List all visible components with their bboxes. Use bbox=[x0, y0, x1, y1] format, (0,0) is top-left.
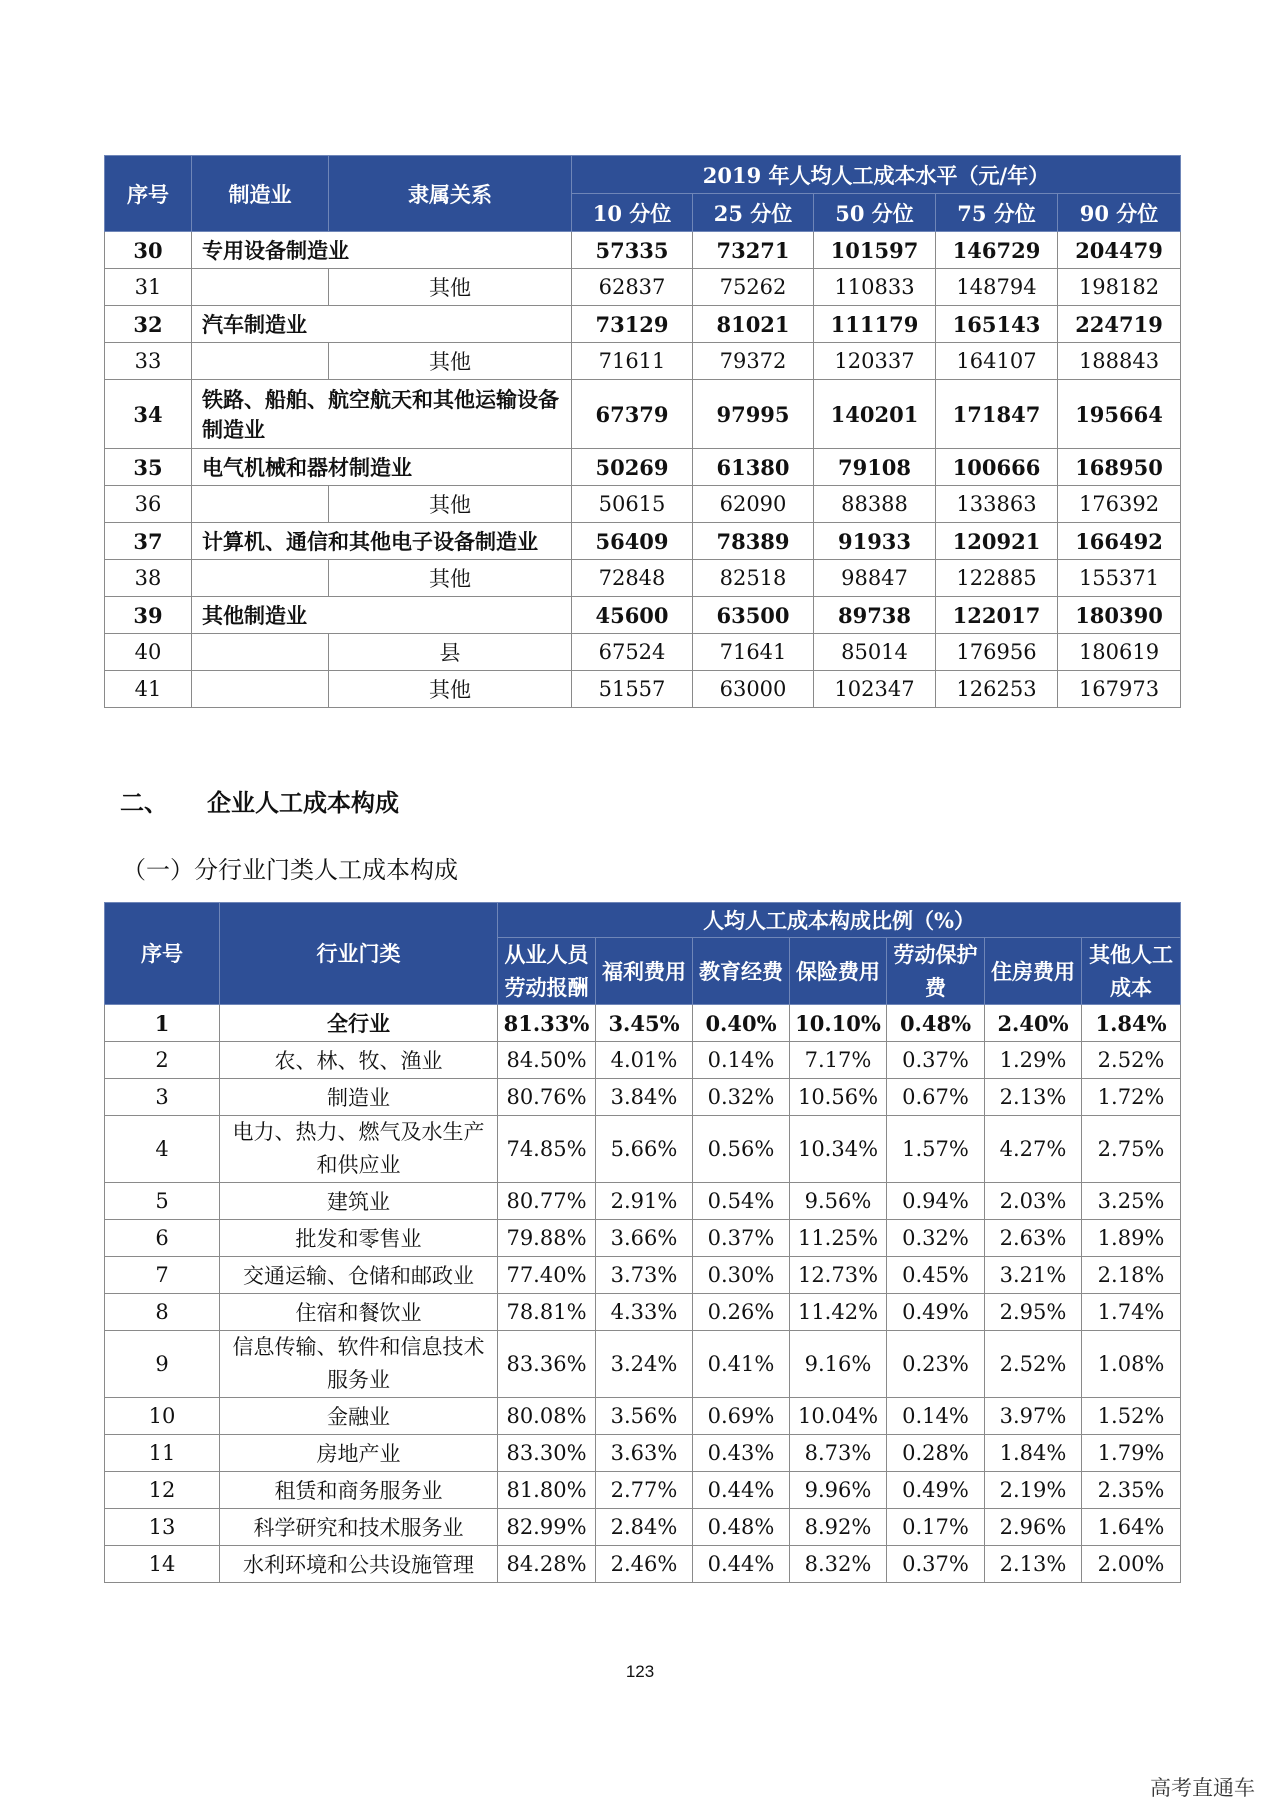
table-row bbox=[105, 1294, 1181, 1331]
row-value: 89738 bbox=[814, 597, 936, 634]
row-percentage: 2.96% bbox=[985, 1509, 1082, 1546]
header-education: 教育经费 bbox=[693, 938, 790, 1005]
row-value: 155371 bbox=[1058, 560, 1181, 597]
row-percentage: 3.84% bbox=[596, 1079, 693, 1116]
header-seq: 序号 bbox=[105, 156, 192, 232]
header-welfare: 福利费用 bbox=[596, 938, 693, 1005]
row-seq: 38 bbox=[105, 560, 192, 597]
row-value: 50269 bbox=[572, 449, 693, 486]
row-percentage: 0.37% bbox=[887, 1546, 985, 1583]
row-industry-empty bbox=[192, 671, 329, 708]
row-category-name: 科学研究和技术服务业 bbox=[220, 1509, 498, 1546]
row-percentage: 3.25% bbox=[1082, 1183, 1181, 1220]
header-p50: 50 分位 bbox=[814, 194, 936, 232]
row-value: 100666 bbox=[936, 449, 1058, 486]
row-seq: 34 bbox=[105, 380, 192, 449]
table-row bbox=[105, 1079, 1181, 1116]
row-category-name: 电力、热力、燃气及水生产和供应业 bbox=[220, 1116, 498, 1183]
row-value: 140201 bbox=[814, 380, 936, 449]
row-value: 122017 bbox=[936, 597, 1058, 634]
header-p10: 10 分位 bbox=[572, 194, 693, 232]
row-percentage: 80.77% bbox=[498, 1183, 596, 1220]
row-percentage: 3.56% bbox=[596, 1398, 693, 1435]
row-percentage: 0.48% bbox=[693, 1509, 790, 1546]
row-percentage: 11.42% bbox=[790, 1294, 887, 1331]
row-seq: 2 bbox=[105, 1042, 220, 1079]
row-percentage: 0.14% bbox=[887, 1398, 985, 1435]
row-percentage: 2.46% bbox=[596, 1546, 693, 1583]
row-value: 168950 bbox=[1058, 449, 1181, 486]
row-seq: 14 bbox=[105, 1546, 220, 1583]
row-percentage: 0.49% bbox=[887, 1294, 985, 1331]
row-percentage: 0.67% bbox=[887, 1079, 985, 1116]
row-category-name: 租赁和商务服务业 bbox=[220, 1472, 498, 1509]
row-percentage: 0.37% bbox=[693, 1220, 790, 1257]
row-percentage: 2.63% bbox=[985, 1220, 1082, 1257]
row-percentage: 3.21% bbox=[985, 1257, 1082, 1294]
row-percentage: 1.79% bbox=[1082, 1435, 1181, 1472]
row-percentage: 1.72% bbox=[1082, 1079, 1181, 1116]
row-percentage: 3.66% bbox=[596, 1220, 693, 1257]
row-percentage: 78.81% bbox=[498, 1294, 596, 1331]
row-percentage: 11.25% bbox=[790, 1220, 887, 1257]
row-seq: 11 bbox=[105, 1435, 220, 1472]
table-row bbox=[105, 486, 1181, 523]
row-value: 224719 bbox=[1058, 306, 1181, 343]
row-industry-empty bbox=[192, 269, 329, 306]
row-category-name: 房地产业 bbox=[220, 1435, 498, 1472]
row-value: 148794 bbox=[936, 269, 1058, 306]
row-percentage: 0.17% bbox=[887, 1509, 985, 1546]
header-seq: 序号 bbox=[105, 903, 220, 1005]
row-value: 171847 bbox=[936, 380, 1058, 449]
row-percentage: 2.52% bbox=[1082, 1042, 1181, 1079]
row-industry-empty bbox=[192, 560, 329, 597]
row-percentage: 0.48% bbox=[887, 1005, 985, 1042]
row-percentage: 0.54% bbox=[693, 1183, 790, 1220]
row-percentage: 80.76% bbox=[498, 1079, 596, 1116]
row-percentage: 2.13% bbox=[985, 1079, 1082, 1116]
row-percentage: 7.17% bbox=[790, 1042, 887, 1079]
table-row bbox=[105, 1183, 1181, 1220]
row-value: 79372 bbox=[693, 343, 814, 380]
row-percentage: 83.30% bbox=[498, 1435, 596, 1472]
row-percentage: 2.84% bbox=[596, 1509, 693, 1546]
row-percentage: 0.14% bbox=[693, 1042, 790, 1079]
row-percentage: 1.57% bbox=[887, 1116, 985, 1183]
row-value: 82518 bbox=[693, 560, 814, 597]
header-p90: 90 分位 bbox=[1058, 194, 1181, 232]
table-row bbox=[105, 597, 1181, 634]
row-seq: 10 bbox=[105, 1398, 220, 1435]
row-seq: 36 bbox=[105, 486, 192, 523]
table-row bbox=[105, 343, 1181, 380]
row-value: 180390 bbox=[1058, 597, 1181, 634]
row-percentage: 0.40% bbox=[693, 1005, 790, 1042]
header-industry: 制造业 bbox=[192, 156, 329, 232]
table-row bbox=[105, 560, 1181, 597]
row-value: 204479 bbox=[1058, 232, 1181, 269]
row-affiliation: 其他 bbox=[329, 560, 572, 597]
table-row bbox=[105, 1005, 1181, 1042]
row-value: 101597 bbox=[814, 232, 936, 269]
row-percentage: 1.08% bbox=[1082, 1331, 1181, 1398]
row-value: 51557 bbox=[572, 671, 693, 708]
row-percentage: 12.73% bbox=[790, 1257, 887, 1294]
row-category-name: 金融业 bbox=[220, 1398, 498, 1435]
row-percentage: 4.33% bbox=[596, 1294, 693, 1331]
row-value: 81021 bbox=[693, 306, 814, 343]
row-value: 56409 bbox=[572, 523, 693, 560]
row-value: 195664 bbox=[1058, 380, 1181, 449]
percentile-cost-table bbox=[104, 155, 1181, 708]
row-seq: 40 bbox=[105, 634, 192, 671]
row-value: 91933 bbox=[814, 523, 936, 560]
row-percentage: 10.56% bbox=[790, 1079, 887, 1116]
table-row bbox=[105, 1116, 1181, 1183]
watermark: 高考直通车 bbox=[1150, 1776, 1255, 1800]
table-row bbox=[105, 269, 1181, 306]
row-value: 122885 bbox=[936, 560, 1058, 597]
table-row bbox=[105, 1509, 1181, 1546]
row-percentage: 3.24% bbox=[596, 1331, 693, 1398]
row-seq: 41 bbox=[105, 671, 192, 708]
row-percentage: 1.84% bbox=[985, 1435, 1082, 1472]
row-percentage: 9.96% bbox=[790, 1472, 887, 1509]
row-seq: 33 bbox=[105, 343, 192, 380]
row-value: 57335 bbox=[572, 232, 693, 269]
table-row bbox=[105, 380, 1181, 449]
row-industry-name: 专用设备制造业 bbox=[192, 232, 572, 269]
row-percentage: 1.89% bbox=[1082, 1220, 1181, 1257]
row-value: 120337 bbox=[814, 343, 936, 380]
row-value: 164107 bbox=[936, 343, 1058, 380]
row-value: 78389 bbox=[693, 523, 814, 560]
row-value: 50615 bbox=[572, 486, 693, 523]
row-category-name: 住宿和餐饮业 bbox=[220, 1294, 498, 1331]
row-affiliation: 其他 bbox=[329, 486, 572, 523]
row-value: 62837 bbox=[572, 269, 693, 306]
row-value: 146729 bbox=[936, 232, 1058, 269]
row-industry-name: 汽车制造业 bbox=[192, 306, 572, 343]
row-percentage: 10.04% bbox=[790, 1398, 887, 1435]
row-industry-name: 计算机、通信和其他电子设备制造业 bbox=[192, 523, 572, 560]
row-percentage: 84.50% bbox=[498, 1042, 596, 1079]
row-percentage: 8.73% bbox=[790, 1435, 887, 1472]
row-seq: 3 bbox=[105, 1079, 220, 1116]
row-percentage: 8.32% bbox=[790, 1546, 887, 1583]
row-percentage: 0.28% bbox=[887, 1435, 985, 1472]
row-value: 73271 bbox=[693, 232, 814, 269]
row-value: 110833 bbox=[814, 269, 936, 306]
header-labor-pay: 从业人员劳动报酬 bbox=[498, 938, 596, 1005]
row-affiliation: 县 bbox=[329, 634, 572, 671]
subsection-title: （一）分行业门类人工成本构成 bbox=[122, 856, 458, 884]
header-p75: 75 分位 bbox=[936, 194, 1058, 232]
row-industry-empty bbox=[192, 343, 329, 380]
row-industry-empty bbox=[192, 486, 329, 523]
row-percentage: 0.30% bbox=[693, 1257, 790, 1294]
row-category-name: 建筑业 bbox=[220, 1183, 498, 1220]
row-seq: 32 bbox=[105, 306, 192, 343]
row-percentage: 10.34% bbox=[790, 1116, 887, 1183]
row-value: 167973 bbox=[1058, 671, 1181, 708]
row-percentage: 2.91% bbox=[596, 1183, 693, 1220]
row-value: 111179 bbox=[814, 306, 936, 343]
row-percentage: 0.45% bbox=[887, 1257, 985, 1294]
row-percentage: 84.28% bbox=[498, 1546, 596, 1583]
page-number: 123 bbox=[625, 1662, 655, 1681]
row-value: 71641 bbox=[693, 634, 814, 671]
section-title: 企业人工成本构成 bbox=[207, 789, 399, 817]
row-percentage: 79.88% bbox=[498, 1220, 596, 1257]
row-seq: 4 bbox=[105, 1116, 220, 1183]
header-insurance: 保险费用 bbox=[790, 938, 887, 1005]
row-value: 98847 bbox=[814, 560, 936, 597]
header-composition-group: 人均人工成本构成比例（%） bbox=[498, 903, 1181, 938]
header-cost-level-group: 2019 年人均人工成本水平（元/年） bbox=[572, 156, 1181, 194]
row-percentage: 80.08% bbox=[498, 1398, 596, 1435]
row-affiliation: 其他 bbox=[329, 269, 572, 306]
row-value: 198182 bbox=[1058, 269, 1181, 306]
row-percentage: 77.40% bbox=[498, 1257, 596, 1294]
row-percentage: 3.63% bbox=[596, 1435, 693, 1472]
header-labor-protection: 劳动保护费 bbox=[887, 938, 985, 1005]
table-row bbox=[105, 671, 1181, 708]
row-value: 88388 bbox=[814, 486, 936, 523]
header-other-cost: 其他人工成本 bbox=[1082, 938, 1181, 1005]
header-affiliation: 隶属关系 bbox=[329, 156, 572, 232]
row-value: 75262 bbox=[693, 269, 814, 306]
row-value: 67524 bbox=[572, 634, 693, 671]
row-percentage: 2.52% bbox=[985, 1331, 1082, 1398]
row-percentage: 0.56% bbox=[693, 1116, 790, 1183]
row-value: 180619 bbox=[1058, 634, 1181, 671]
row-value: 61380 bbox=[693, 449, 814, 486]
row-value: 67379 bbox=[572, 380, 693, 449]
row-percentage: 1.64% bbox=[1082, 1509, 1181, 1546]
row-seq: 7 bbox=[105, 1257, 220, 1294]
row-percentage: 2.40% bbox=[985, 1005, 1082, 1042]
row-percentage: 74.85% bbox=[498, 1116, 596, 1183]
row-percentage: 9.56% bbox=[790, 1183, 887, 1220]
row-percentage: 0.43% bbox=[693, 1435, 790, 1472]
row-percentage: 5.66% bbox=[596, 1116, 693, 1183]
table-row bbox=[105, 1472, 1181, 1509]
row-value: 73129 bbox=[572, 306, 693, 343]
row-value: 126253 bbox=[936, 671, 1058, 708]
row-category-name: 制造业 bbox=[220, 1079, 498, 1116]
table-row bbox=[105, 1435, 1181, 1472]
row-percentage: 0.23% bbox=[887, 1331, 985, 1398]
row-value: 133863 bbox=[936, 486, 1058, 523]
row-value: 62090 bbox=[693, 486, 814, 523]
table-row bbox=[105, 1257, 1181, 1294]
row-seq: 9 bbox=[105, 1331, 220, 1398]
row-percentage: 1.29% bbox=[985, 1042, 1082, 1079]
row-category-name: 全行业 bbox=[220, 1005, 498, 1042]
row-percentage: 2.18% bbox=[1082, 1257, 1181, 1294]
row-value: 63500 bbox=[693, 597, 814, 634]
row-percentage: 2.77% bbox=[596, 1472, 693, 1509]
row-value: 79108 bbox=[814, 449, 936, 486]
row-value: 166492 bbox=[1058, 523, 1181, 560]
row-industry-name: 铁路、船舶、航空航天和其他运输设备制造业 bbox=[192, 380, 572, 449]
row-value: 165143 bbox=[936, 306, 1058, 343]
row-percentage: 2.00% bbox=[1082, 1546, 1181, 1583]
table-row bbox=[105, 1331, 1181, 1398]
row-percentage: 2.03% bbox=[985, 1183, 1082, 1220]
row-percentage: 82.99% bbox=[498, 1509, 596, 1546]
row-seq: 31 bbox=[105, 269, 192, 306]
row-value: 120921 bbox=[936, 523, 1058, 560]
row-value: 63000 bbox=[693, 671, 814, 708]
row-seq: 37 bbox=[105, 523, 192, 560]
table-row bbox=[105, 634, 1181, 671]
row-seq: 13 bbox=[105, 1509, 220, 1546]
row-percentage: 2.95% bbox=[985, 1294, 1082, 1331]
cost-composition-table bbox=[104, 902, 1181, 1583]
row-category-name: 交通运输、仓储和邮政业 bbox=[220, 1257, 498, 1294]
row-percentage: 4.27% bbox=[985, 1116, 1082, 1183]
row-value: 176956 bbox=[936, 634, 1058, 671]
section-number: 二、 bbox=[120, 789, 168, 817]
row-affiliation: 其他 bbox=[329, 343, 572, 380]
row-category-name: 批发和零售业 bbox=[220, 1220, 498, 1257]
row-percentage: 2.35% bbox=[1082, 1472, 1181, 1509]
row-seq: 1 bbox=[105, 1005, 220, 1042]
row-percentage: 0.32% bbox=[887, 1220, 985, 1257]
table-row bbox=[105, 1546, 1181, 1583]
row-percentage: 81.33% bbox=[498, 1005, 596, 1042]
row-percentage: 0.69% bbox=[693, 1398, 790, 1435]
table-row bbox=[105, 232, 1181, 269]
row-percentage: 0.49% bbox=[887, 1472, 985, 1509]
row-seq: 30 bbox=[105, 232, 192, 269]
row-percentage: 0.41% bbox=[693, 1331, 790, 1398]
row-seq: 5 bbox=[105, 1183, 220, 1220]
table-row bbox=[105, 1220, 1181, 1257]
row-percentage: 1.84% bbox=[1082, 1005, 1181, 1042]
row-affiliation: 其他 bbox=[329, 671, 572, 708]
row-percentage: 1.74% bbox=[1082, 1294, 1181, 1331]
row-percentage: 1.52% bbox=[1082, 1398, 1181, 1435]
row-value: 176392 bbox=[1058, 486, 1181, 523]
table-row bbox=[105, 449, 1181, 486]
header-housing: 住房费用 bbox=[985, 938, 1082, 1005]
row-percentage: 3.45% bbox=[596, 1005, 693, 1042]
table-row bbox=[105, 306, 1181, 343]
row-percentage: 0.32% bbox=[693, 1079, 790, 1116]
row-percentage: 3.73% bbox=[596, 1257, 693, 1294]
row-value: 188843 bbox=[1058, 343, 1181, 380]
row-percentage: 83.36% bbox=[498, 1331, 596, 1398]
row-category-name: 农、林、牧、渔业 bbox=[220, 1042, 498, 1079]
row-seq: 8 bbox=[105, 1294, 220, 1331]
row-value: 85014 bbox=[814, 634, 936, 671]
row-value: 97995 bbox=[693, 380, 814, 449]
row-industry-name: 其他制造业 bbox=[192, 597, 572, 634]
row-value: 102347 bbox=[814, 671, 936, 708]
row-seq: 12 bbox=[105, 1472, 220, 1509]
header-category: 行业门类 bbox=[220, 903, 498, 1005]
row-seq: 39 bbox=[105, 597, 192, 634]
table-row bbox=[105, 1398, 1181, 1435]
table-row bbox=[105, 523, 1181, 560]
row-percentage: 2.75% bbox=[1082, 1116, 1181, 1183]
row-percentage: 4.01% bbox=[596, 1042, 693, 1079]
row-percentage: 9.16% bbox=[790, 1331, 887, 1398]
row-percentage: 81.80% bbox=[498, 1472, 596, 1509]
header-p25: 25 分位 bbox=[693, 194, 814, 232]
row-percentage: 2.19% bbox=[985, 1472, 1082, 1509]
row-industry-name: 电气机械和器材制造业 bbox=[192, 449, 572, 486]
row-percentage: 0.94% bbox=[887, 1183, 985, 1220]
row-percentage: 0.26% bbox=[693, 1294, 790, 1331]
row-percentage: 0.37% bbox=[887, 1042, 985, 1079]
row-percentage: 3.97% bbox=[985, 1398, 1082, 1435]
row-value: 45600 bbox=[572, 597, 693, 634]
table-row bbox=[105, 1042, 1181, 1079]
row-industry-empty bbox=[192, 634, 329, 671]
row-percentage: 0.44% bbox=[693, 1472, 790, 1509]
row-category-name: 水利环境和公共设施管理 bbox=[220, 1546, 498, 1583]
row-percentage: 2.13% bbox=[985, 1546, 1082, 1583]
row-percentage: 8.92% bbox=[790, 1509, 887, 1546]
row-seq: 35 bbox=[105, 449, 192, 486]
row-value: 71611 bbox=[572, 343, 693, 380]
row-percentage: 10.10% bbox=[790, 1005, 887, 1042]
row-category-name: 信息传输、软件和信息技术服务业 bbox=[220, 1331, 498, 1398]
row-seq: 6 bbox=[105, 1220, 220, 1257]
row-percentage: 0.44% bbox=[693, 1546, 790, 1583]
row-value: 72848 bbox=[572, 560, 693, 597]
